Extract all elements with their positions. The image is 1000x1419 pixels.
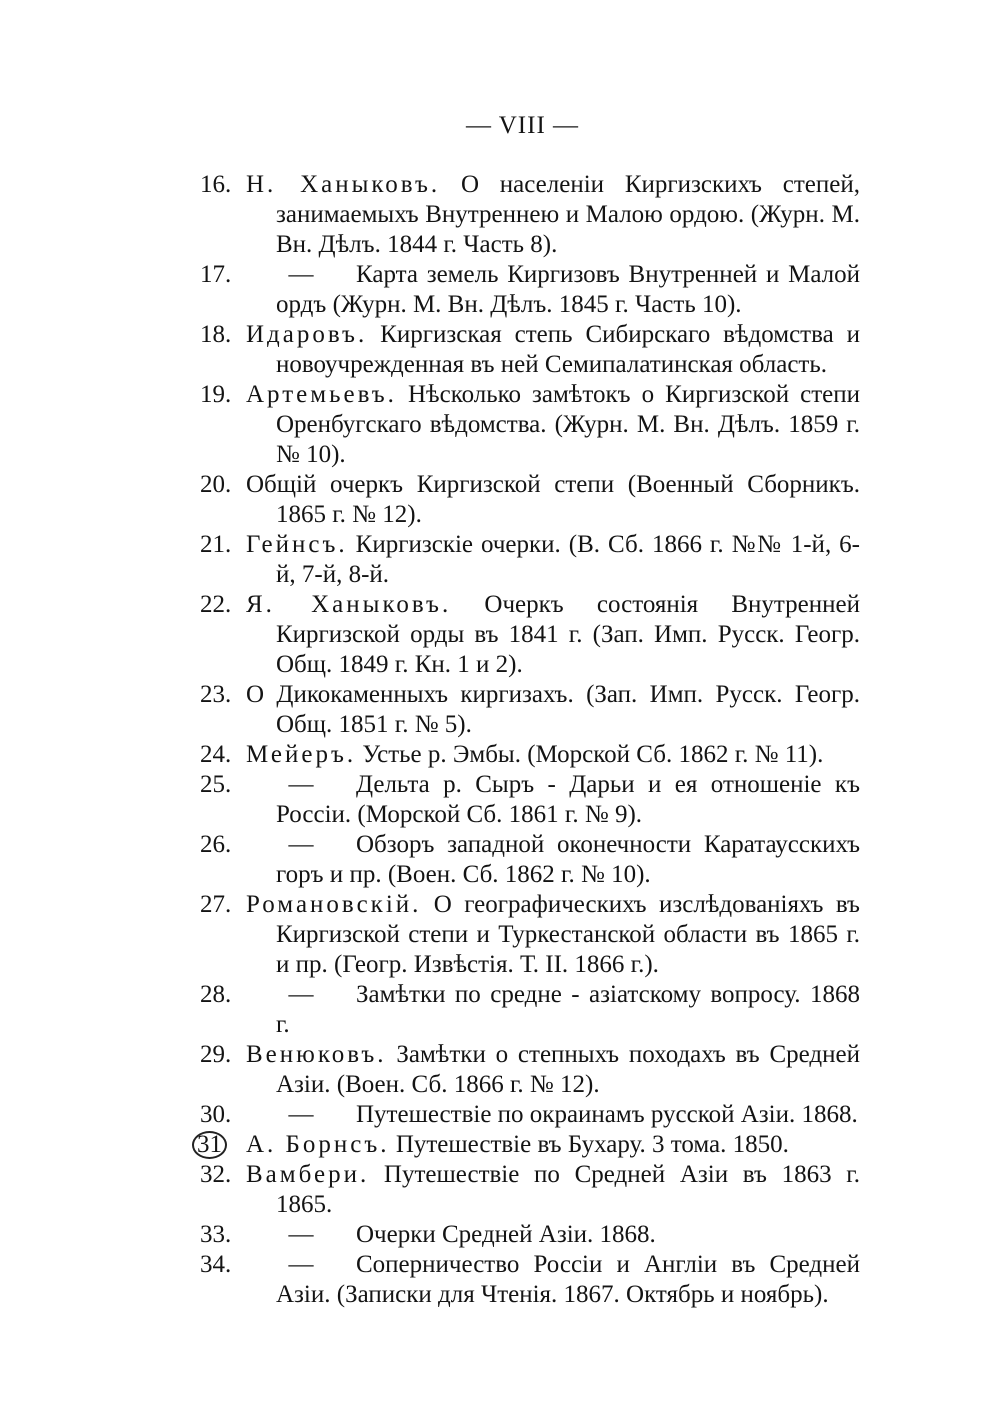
list-item bbox=[200, 1220, 860, 1250]
list-item bbox=[200, 170, 860, 260]
entry-author: — bbox=[288, 771, 314, 798]
list-item bbox=[200, 1250, 860, 1310]
entry-author: Венюковъ. bbox=[246, 1041, 387, 1068]
list-item bbox=[200, 890, 860, 980]
entry-text: О Дикокаменныхъ киргизахъ. (Зап. Имп. Русск. Геогр. Общ. 1851 г. № 5). bbox=[246, 681, 860, 738]
list-item bbox=[200, 1040, 860, 1100]
list-item bbox=[197, 1130, 860, 1160]
entry-text: О населеніи Киргизскихъ степей, занимаемыхъ Внутреннею и Малою ордою. (Журн. М. Вн. Дѣлъ. 1844 г. Часть 8). bbox=[276, 171, 860, 258]
entry-number: 25. bbox=[200, 771, 232, 798]
entry-number: 34. bbox=[200, 1251, 232, 1278]
entry-author: Я. Ханыковъ. bbox=[246, 591, 452, 618]
list-item bbox=[200, 530, 860, 590]
entry-author: Н. Ханыковъ. bbox=[246, 171, 441, 198]
entry-number: 27. bbox=[200, 891, 232, 918]
entry-number: 21. bbox=[200, 531, 232, 558]
entry-author: — bbox=[288, 1101, 314, 1128]
list-item bbox=[200, 470, 860, 530]
entry-text: Соперничество Россіи и Англіи въ Средней Азіи. (Записки для Чтенія. 1867. Октябрь и ноябрь). bbox=[276, 1251, 860, 1308]
entry-author: Артемьевъ. bbox=[246, 381, 397, 408]
entry-author: Мейеръ. bbox=[246, 741, 357, 768]
list-item bbox=[200, 320, 860, 380]
entry-author: Вамбери. bbox=[246, 1161, 370, 1188]
entry-number: 26. bbox=[200, 831, 232, 858]
entry-text: Устье р. Эмбы. (Морской Сб. 1862 г. № 11). bbox=[356, 741, 824, 768]
entry-number: 17. bbox=[200, 261, 232, 288]
entry-number: 32. bbox=[200, 1161, 232, 1188]
entry-text: Путешествіе по окраинамъ русской Азіи. 1868. bbox=[356, 1101, 858, 1128]
entry-number: 16. bbox=[200, 171, 232, 198]
list-item bbox=[200, 1100, 860, 1130]
entry-number: 33. bbox=[200, 1221, 232, 1248]
entry-text: Замѣтки о степныхъ походахъ въ Средней Азіи. (Воен. Сб. 1866 г. № 12). bbox=[276, 1041, 860, 1098]
entry-author: — bbox=[288, 831, 314, 858]
entry-author: — bbox=[288, 981, 314, 1008]
entry-author: А. Борнсъ. bbox=[246, 1131, 390, 1158]
entry-author: Идаровъ. bbox=[246, 321, 368, 348]
entry-number: 28. bbox=[200, 981, 232, 1008]
entry-text: Очерки Средней Азіи. 1868. bbox=[356, 1221, 656, 1248]
entry-text: Киргизскіе очерки. (В. Сб. 1866 г. №№ 1-й, 6-й, 7-й, 8-й. bbox=[276, 531, 860, 588]
circled-number: 31 bbox=[192, 1131, 227, 1159]
list-item bbox=[200, 770, 860, 830]
entry-text: Замѣтки по средне - азіатскому вопросу. 1868 г. bbox=[276, 981, 860, 1038]
entry-author: — bbox=[288, 1251, 314, 1278]
entry-number: 30. bbox=[200, 1101, 232, 1128]
entry-text: Путешествіе по Средней Азіи въ 1863 г. 1865. bbox=[276, 1161, 860, 1218]
entry-author: — bbox=[288, 1221, 314, 1248]
entry-number: 23. bbox=[200, 681, 232, 708]
entry-text: Обзоръ западной оконечности Каратаусскихъ горъ и пр. (Воен. Сб. 1862 г. № 10). bbox=[276, 831, 860, 888]
entry-author: — bbox=[288, 261, 314, 288]
entry-text: О географическихъ изслѣдованіяхъ въ Киргизской степи и Туркестанской области въ 1865 г. и пр. (Геогр. Извѣстія. Т. II. 1866 г.). bbox=[276, 891, 860, 978]
list-item bbox=[200, 590, 860, 680]
list-item bbox=[200, 680, 860, 740]
list-item bbox=[200, 260, 860, 320]
list-item bbox=[200, 740, 860, 770]
entry-number: 29. bbox=[200, 1041, 232, 1068]
entry-number: 24. bbox=[200, 741, 232, 768]
entry-text: Дельта р. Сыръ - Дарьи и ея отношеніе къ Россіи. (Морской Сб. 1861 г. № 9). bbox=[276, 771, 860, 828]
entry-author: Гейнсъ. bbox=[246, 531, 348, 558]
entry-text: Путешествіе въ Бухару. 3 тома. 1850. bbox=[389, 1131, 789, 1158]
bibliography-list bbox=[197, 170, 860, 1310]
entry-number: 18. bbox=[200, 321, 232, 348]
entry-text: Киргизская степь Сибирскаго вѣдомства и новоучрежденная въ ней Семипалатинская область. bbox=[276, 321, 860, 378]
entry-text: Очеркъ состоянія Внутренней Киргизской орды въ 1841 г. (Зап. Имп. Русск. Геогр. Общ. 1849 г. Кн. 1 и 2). bbox=[276, 591, 860, 678]
list-item bbox=[200, 1160, 860, 1220]
entry-number bbox=[197, 1130, 246, 1160]
entry-number: 22. bbox=[200, 591, 232, 618]
page-header: — VIII — bbox=[465, 112, 580, 139]
entry-number: 19. bbox=[200, 381, 232, 408]
entry-text: Карта земель Киргизовъ Внутренней и Малой ордъ (Журн. М. Вн. Дѣлъ. 1845 г. Часть 10). bbox=[276, 261, 860, 318]
entry-author: Романовскій. bbox=[246, 891, 422, 918]
list-item bbox=[200, 830, 860, 890]
entry-text: Нѣсколько замѣтокъ о Киргизской степи Оренбугскаго вѣдомства. (Журн. М. Вн. Дѣлъ. 1859 г. № 10). bbox=[276, 381, 860, 468]
list-item bbox=[200, 980, 860, 1040]
entry-number: 20. bbox=[200, 471, 232, 498]
entry-text: Общій очеркъ Киргизской степи (Военный Сборникъ. 1865 г. № 12). bbox=[246, 471, 860, 528]
list-item bbox=[200, 380, 860, 470]
